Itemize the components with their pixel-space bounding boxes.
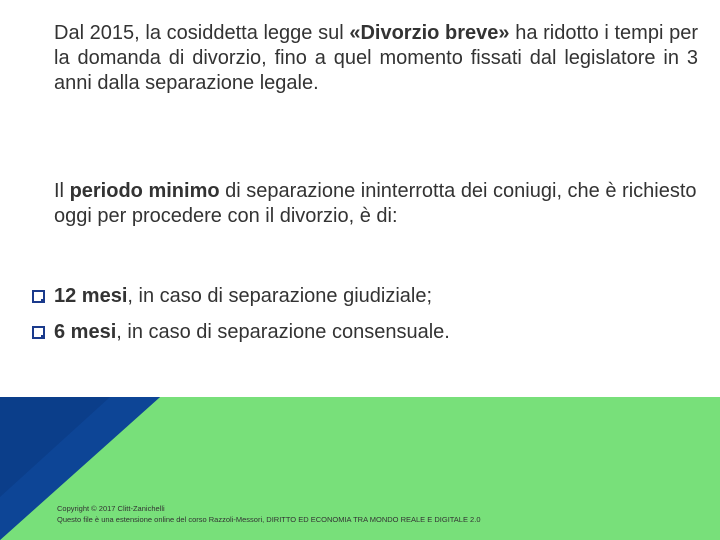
copyright-line2: Questo file è una estensione online del corso Razzoli-Messori, DIRITTO ED ECONOMIA TRA MONDO REALE E DIGITALE 2.0 [57,515,481,524]
copyright-notice [57,503,481,525]
bullet2-text: , in caso di separazione consensuale. [116,321,450,343]
bullet-item-6-mesi [32,320,692,345]
paragraph2-text-bold: periodo minimo [69,180,220,202]
bullet1-bold: 12 mesi [54,285,128,307]
paragraph1-text-pre: Dal 2015, la cosiddetta legge sul [54,22,350,44]
bullet-item-12-mesi [32,284,692,309]
paragraph1-text-post: ha ridotto i tempi per la domanda di divorzio, fino a quel momento fissati dal legislatore in 3 anni dalla separazione legale. [54,22,698,94]
paragraph-divorzio-breve [54,21,698,96]
paragraph2-text-pre: Il [54,180,70,202]
checkbox-square-icon [32,326,45,339]
paragraph1-text-bold: «Divorzio breve» [349,22,510,44]
bullet2-bold: 6 mesi [54,321,117,343]
bullet1-text: , in caso di separazione giudiziale; [127,285,433,307]
checkbox-square-icon [32,290,45,303]
copyright-line1: Copyright © 2017 Clitt-Zanichelli [57,504,165,513]
paragraph2-text-post: di separazione ininterrotta dei coniugi, che è richiesto oggi per procedere con il divorzio, è di: [54,180,697,227]
paragraph-periodo-minimo [54,179,698,229]
